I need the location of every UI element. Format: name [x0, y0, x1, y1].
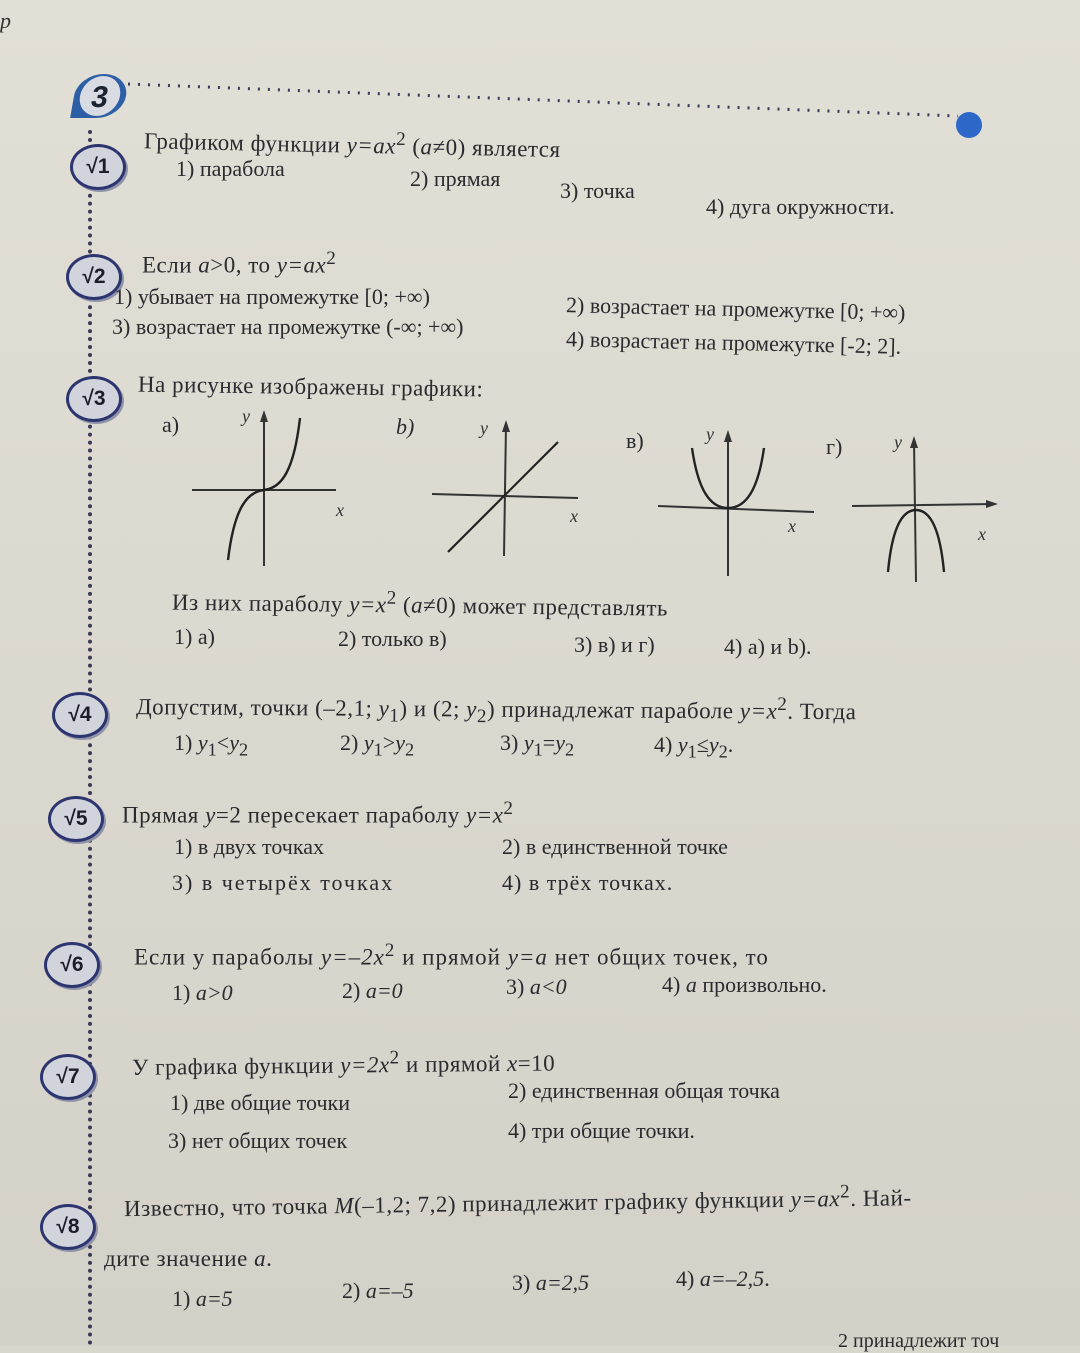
question-7-option-3[interactable]: 3) нет общих точек	[168, 1128, 348, 1153]
graph-g-label: г)	[826, 434, 843, 459]
page-edge-mark: р	[0, 8, 11, 33]
question-3-option-3[interactable]: 3) в) и г)	[574, 632, 655, 657]
question-8-text-2: дите значение a.	[104, 1246, 273, 1271]
graph-g-parabola-down	[848, 426, 1028, 586]
svg-text:y: y	[706, 424, 714, 444]
question-3-option-4[interactable]: 4) а) и b).	[724, 634, 812, 659]
question-4-text: Допустим, точки (–2,1; $y_1$) и (2; $y_2$) принадлежат параболе $y=x^2$. Тогда	[135, 693, 857, 728]
question-7-text: У графика функции $y=2x^2$ и прямой x=10	[131, 1047, 556, 1080]
question-4-option-4[interactable]: 4) $y_1\le y_2$.	[654, 732, 734, 762]
question-5-badge[interactable]: √5	[48, 796, 104, 842]
question-3-option-1[interactable]: 1) а)	[174, 624, 215, 649]
svg-text:x: x	[336, 500, 344, 520]
question-2-option-3[interactable]: 3) возрастает на промежутке (-∞; +∞)	[112, 314, 464, 339]
svg-text:x: x	[570, 506, 578, 526]
question-6-option-4[interactable]: 4) a произвольно.	[662, 972, 827, 997]
question-7-option-1[interactable]: 1) две общие точки	[170, 1090, 350, 1115]
svg-text:x: x	[978, 524, 986, 544]
question-4-option-1[interactable]: 1) $y_1<y_2$	[174, 730, 249, 760]
graph-b-line	[428, 410, 598, 560]
question-3-option-2[interactable]: 2) только в)	[338, 626, 447, 651]
question-1-text: Графиком функции $y=ax^2$ (a≠0) является	[143, 128, 561, 163]
svg-text:y: y	[242, 406, 250, 426]
question-3-text: На рисунке изображены графики:	[137, 371, 484, 402]
question-1-option-4[interactable]: 4) дуга окружности.	[706, 194, 895, 219]
top-dotted-line	[128, 78, 968, 118]
question-8-option-3[interactable]: 3) a=2,5	[512, 1270, 590, 1295]
question-4-option-3[interactable]: 3) $y_1=y_2$	[500, 730, 575, 760]
question-1-option-3[interactable]: 3) точка	[560, 178, 635, 203]
question-5-text: Прямая y=2 пересекает параболу $y=x^2$	[122, 798, 514, 828]
graph-a-cubic	[186, 400, 356, 570]
question-5-option-4[interactable]: 4) в трёх точках.	[502, 870, 674, 895]
question-8-badge[interactable]: √8	[40, 1204, 96, 1250]
question-8-option-1[interactable]: 1) a=5	[172, 1286, 233, 1311]
question-7-option-2[interactable]: 2) единственная общая точка	[508, 1078, 780, 1103]
graph-b-label: b)	[396, 414, 415, 439]
question-8-text: Известно, что точка M(–1,2; 7,2) принадлежит графику функции $y=ax^2$. Най-	[123, 1181, 912, 1222]
question-2-option-1[interactable]: 1) убывает на промежутке [0; +∞)	[114, 284, 430, 309]
question-1-badge[interactable]: √1	[70, 144, 126, 190]
question-1-option-1[interactable]: 1) парабола	[176, 156, 285, 181]
unit-number: 3	[76, 76, 123, 116]
unit-number-badge	[70, 74, 130, 118]
question-6-text: Если у параболы $y=-2x^2$ и прямой y=a нет общих точек, то	[134, 940, 769, 970]
question-6-badge[interactable]: √6	[44, 942, 100, 988]
svg-text:y: y	[894, 432, 902, 452]
question-5-option-1[interactable]: 1) в двух точках	[174, 834, 324, 859]
blue-dot-icon	[956, 112, 982, 138]
question-2-option-4[interactable]: 4) возрастает на промежутке [-2; 2].	[565, 326, 902, 359]
graph-v-label: в)	[626, 428, 644, 453]
question-6-option-1[interactable]: 1) a>0	[172, 980, 233, 1005]
left-dotted-line	[88, 130, 92, 1346]
question-3-badge[interactable]: √3	[66, 376, 122, 422]
question-4-badge[interactable]: √4	[52, 692, 108, 738]
question-2-option-2[interactable]: 2) возрастает на промежутке [0; +∞)	[565, 292, 906, 325]
question-6-option-2[interactable]: 2) a=0	[342, 978, 403, 1003]
graph-a-label: а)	[162, 412, 180, 437]
question-8-option-4[interactable]: 4) a=–2,5.	[676, 1266, 770, 1291]
question-6-option-3[interactable]: 3) a<0	[506, 974, 567, 999]
question-1-option-2[interactable]: 2) прямая	[410, 166, 501, 191]
question-5-option-2[interactable]: 2) в единственной точке	[502, 834, 728, 859]
svg-text:y: y	[480, 418, 488, 438]
question-7-badge[interactable]: √7	[40, 1054, 96, 1100]
question-7-option-4[interactable]: 4) три общие точки.	[508, 1118, 695, 1143]
question-2-text: Если a>0, то $y=ax^2$	[142, 248, 337, 278]
svg-text:x: x	[788, 516, 796, 536]
question-5-option-3[interactable]: 3) в четырёх точках	[172, 870, 395, 895]
graph-v-parabola-up	[654, 420, 824, 580]
question-4-option-2[interactable]: 2) $y_1>y_2$	[340, 730, 415, 760]
question-3-text-2: Из них параболу $y=x^2$ (a≠0) может представлять	[171, 587, 669, 621]
bottom-text-fragment: 2 принадлежит точ	[838, 1330, 1000, 1352]
question-8-option-2[interactable]: 2) a=–5	[342, 1278, 414, 1303]
question-2-badge[interactable]: √2	[66, 254, 122, 300]
